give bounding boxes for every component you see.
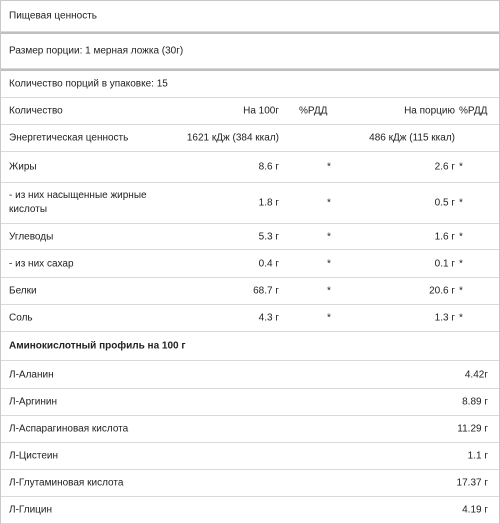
table-header-row: [1, 98, 499, 125]
nutrient-per-serving: 1.3 г: [434, 312, 455, 324]
nutrient-row: [1, 183, 499, 224]
servings-per-container: Количество порций в упаковке: 15: [9, 78, 168, 90]
amino-label: Л-Цистеин: [9, 450, 59, 462]
nutrient-label: Соль: [9, 312, 33, 324]
amino-title: Аминокислотный профиль на 100 г: [9, 340, 186, 352]
amino-label: Л-Глицин: [9, 504, 53, 516]
energy-per-100g: 1621 кДж (384 ккал): [186, 132, 279, 144]
nutrient-rdd-serving: *: [459, 312, 463, 324]
serving-size: Размер порции: 1 мерная ложка (30г): [9, 45, 184, 57]
amino-row: [1, 361, 499, 389]
amino-value: 8.89 г: [462, 396, 488, 408]
nutrient-label: - из них насыщенные жирные кислоты: [9, 190, 147, 215]
amino-title-row: [1, 332, 499, 361]
nutrient-rdd-serving: *: [459, 258, 463, 269]
nutrient-per-serving: 0.1 г: [434, 258, 455, 269]
table-title-row: [1, 0, 499, 32]
amino-label: Л-Глутаминовая кислота: [9, 477, 124, 489]
nutrient-rdd-serving: *: [459, 231, 463, 242]
amino-row: [1, 389, 499, 416]
nutrient-rdd-serving: *: [459, 161, 463, 173]
nutrient-per-100g: 1.8 г: [258, 197, 279, 209]
nutrient-row: [1, 250, 499, 278]
energy-per-serving: 486 кДж (115 ккал): [369, 132, 455, 144]
energy-label: Энергетическая ценность: [9, 132, 129, 144]
nutrient-per-serving: 2.6 г: [434, 161, 455, 173]
nutrient-rdd-100g: *: [327, 231, 331, 242]
header-per-serving: На порцию: [404, 105, 455, 117]
table-title: Пищевая ценность: [9, 10, 97, 22]
header-quantity: Количество: [9, 105, 63, 117]
nutrient-label: Белки: [9, 285, 37, 297]
nutrient-label: - из них сахар: [9, 258, 74, 269]
amino-value: 17.37 г: [456, 477, 488, 489]
nutrient-per-serving: 0.5 г: [434, 197, 455, 209]
amino-value: 11.29 г: [457, 423, 488, 435]
nutrient-label: Углеводы: [9, 231, 54, 242]
amino-label: Л-Аланин: [9, 369, 54, 380]
nutrient-per-serving: 20.6 г: [429, 285, 455, 297]
nutrient-row: [1, 152, 499, 183]
nutrient-rdd-serving: *: [459, 285, 463, 297]
nutrient-per-serving: 1.6 г: [434, 231, 455, 242]
amino-row: [1, 443, 499, 470]
amino-row: [1, 497, 499, 524]
nutrient-per-100g: 0.4 г: [258, 258, 279, 269]
header-rdd-serving: %РДД: [459, 105, 488, 117]
nutrient-rdd-100g: *: [327, 197, 331, 209]
nutrient-per-100g: 4.3 г: [258, 312, 279, 324]
energy-row: [1, 125, 499, 152]
nutrient-rdd-100g: *: [327, 161, 331, 173]
nutrient-label: Жиры: [9, 161, 37, 173]
amino-row: [1, 470, 499, 497]
nutrient-per-100g: 5.3 г: [258, 231, 279, 242]
nutrient-per-100g: 68.7 г: [253, 285, 279, 297]
nutrient-row: [1, 224, 499, 250]
nutrient-rdd-serving: *: [459, 197, 463, 209]
nutrient-rdd-100g: *: [327, 258, 331, 269]
nutrient-rdd-100g: *: [327, 285, 331, 297]
amino-label: Л-Аргинин: [9, 396, 57, 408]
amino-label: Л-Аспарагиновая кислота: [9, 423, 129, 435]
amino-value: 1.1 г: [467, 450, 488, 462]
nutrient-row: [1, 305, 499, 332]
nutrient-rdd-100g: *: [327, 312, 331, 324]
nutrient-row: [1, 278, 499, 305]
servings-per-container-row: [1, 69, 499, 98]
header-rdd-100g: %РДД: [299, 105, 328, 117]
amino-value: 4.42г: [464, 369, 488, 380]
amino-row: [1, 416, 499, 443]
nutrient-per-100g: 8.6 г: [258, 161, 279, 173]
amino-value: 4.19 г: [462, 504, 488, 516]
serving-size-row: [1, 32, 499, 69]
header-per-100g: На 100г: [243, 105, 279, 117]
